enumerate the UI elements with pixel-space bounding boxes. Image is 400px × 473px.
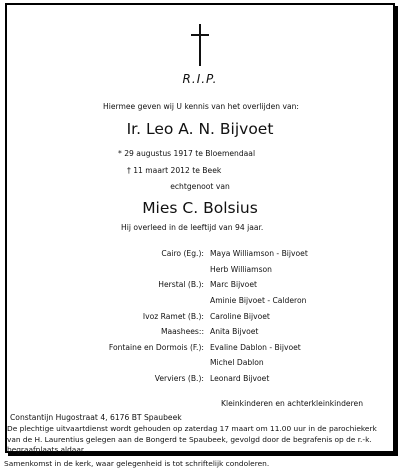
family-row: [0, 280, 400, 290]
cross-icon: [191, 24, 209, 66]
family-place: Cairo (Eg.):: [161, 249, 204, 258]
family-names: Maya Williamson - Bijvoet: [210, 249, 308, 258]
spouse-label: echtgenoot van: [170, 182, 230, 191]
family-row: [0, 358, 400, 368]
family-place: Herstal (B.):: [158, 280, 204, 289]
address-text: Constantijn Hugostraat 4, 6176 BT Spaubeek: [10, 413, 182, 422]
family-row: [0, 374, 400, 384]
family-names: Evaline Dablon - Bijvoet: [210, 343, 301, 352]
family-names: Michel Dablon: [210, 358, 264, 367]
grandchildren-text: Kleinkinderen en achterkleinkinderen: [221, 399, 364, 408]
family-row: [0, 312, 400, 322]
family-place: Ivoz Ramet (B.):: [142, 312, 204, 321]
death-line: † 11 maart 2012 te Beek: [127, 166, 222, 175]
family-row: [0, 343, 400, 353]
family-row: [0, 296, 400, 306]
family-names: Caroline Bijvoet: [210, 312, 270, 321]
family-names: Herb Williamson: [210, 265, 272, 274]
birth-line: * 29 augustus 1917 te Bloemendaal: [118, 149, 256, 158]
rip-heading: R.I.P.: [182, 72, 218, 86]
service-paragraph: De plechtige uitvaartdienst wordt gehouden op zaterdag 17 maart om 11.00 uur in de parochiekerk van de H. Laurentius gelegen aan de Bongerd te Spaubeek, gevolgd door de begrafenis op de r.-k. begraafplaats aldaar.: [7, 424, 377, 454]
family-place: Verviers (B.):: [154, 374, 204, 383]
family-names: Leonard Bijvoet: [210, 374, 270, 383]
deceased-name: Ir. Leo A. N. Bijvoet: [126, 120, 274, 138]
family-place: Maashees::: [160, 327, 204, 336]
family-row: [0, 265, 400, 275]
family-names: Marc Bijvoet: [210, 280, 257, 289]
spouse-name: Mies C. Bolsius: [142, 199, 258, 217]
footer-text: Samenkomst in de kerk, waar gelegenheid is tot schriftelijk condoleren.: [4, 459, 270, 468]
family-row: [0, 327, 400, 337]
family-names: Aminie Bijvoet - Calderon: [210, 296, 307, 305]
age-text: Hij overleed in de leeftijd van 94 jaar.: [121, 223, 264, 232]
family-names: Anita Bijvoet: [210, 327, 259, 336]
family-place: Fontaine en Dormois (F.):: [108, 343, 204, 352]
intro-text: Hiermee geven wij U kennis van het overlijden van:: [103, 102, 299, 111]
family-row: [0, 249, 400, 259]
